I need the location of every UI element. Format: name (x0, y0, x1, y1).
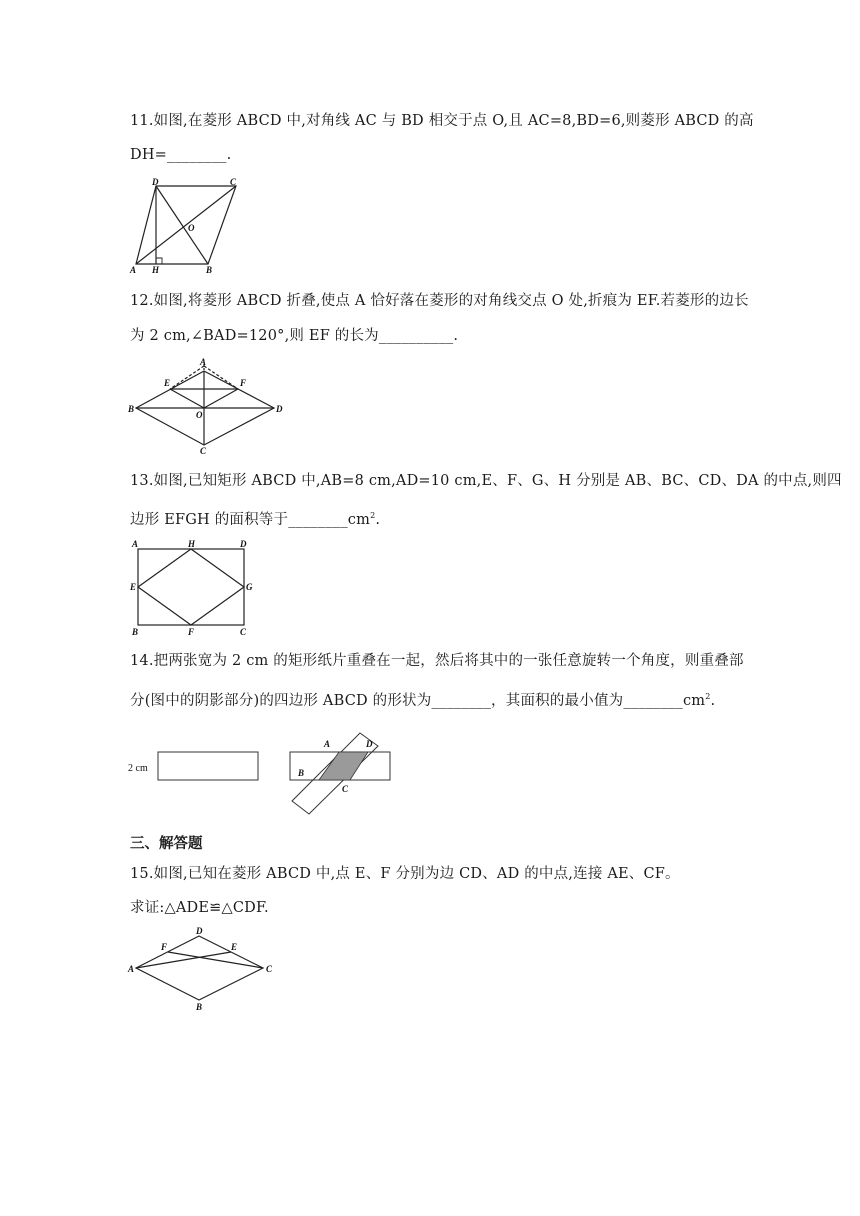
q13-figure (128, 540, 258, 638)
q15-figure (128, 926, 278, 1016)
q15-label-b: B (196, 1002, 203, 1012)
section-heading: 三、解答题 (130, 836, 203, 852)
q14-figure (128, 724, 398, 824)
q15-label-a: A (128, 964, 135, 974)
q14-width-label: 2 cm (128, 763, 148, 774)
q13-label-h: H (188, 539, 196, 549)
q11-figure (128, 178, 248, 274)
q13-label-c: C (240, 627, 247, 637)
q14-label-a: A (324, 739, 331, 749)
q15-text-line1: 15.如图,已知在菱形 ABCD 中,点 E、F 分别为边 CD、AD 的中点,连接 AE、CF。 (130, 866, 680, 882)
q13-label-f: F (188, 627, 195, 637)
q14-text-line2 (130, 687, 715, 711)
q13-text-line1: 13.如图,已知矩形 ABCD 中,AB=8 cm,AD=10 cm,E、F、G、H 分别是 AB、BC、CD、DA 的中点,则四 (130, 473, 842, 489)
q14-unit-exponent: 2 (705, 692, 711, 701)
q12-text-line2 (130, 326, 458, 346)
q14-label-d: D (366, 739, 373, 749)
q12-label-d: D (276, 404, 283, 414)
q12-label-e: E (164, 378, 171, 388)
q15-label-d: D (196, 926, 203, 936)
q12-label-b: B (128, 404, 135, 414)
q12-figure (128, 356, 288, 456)
q13-text-line2 (130, 506, 380, 530)
q12-label-f: F (240, 378, 247, 388)
q11-label-a: A (130, 265, 137, 275)
q12-label-a: A (200, 357, 207, 367)
q13-text-line2-pre: 边形 EFGH 的面积等于________cm (130, 511, 371, 528)
q12-answer-blank: __________ (378, 328, 454, 344)
q14-text-line2-pre: 分(图中的阴影部分)的四边形 ABCD 的形状为________，其面积的最小值为________cm (130, 692, 706, 709)
q15-label-f: F (161, 942, 168, 952)
q11-label-c: C (230, 177, 237, 187)
q12-text-line2-post: . (453, 328, 459, 344)
q11-label-b: B (206, 265, 213, 275)
q12-label-o: O (196, 410, 203, 420)
q12-text-line2-pre: 为 2 cm,∠BAD=120°,则 EF 的长为 (130, 328, 379, 344)
q11-text-line2: DH=________. (130, 147, 232, 163)
q11-text-line1: 11.如图,在菱形 ABCD 中,对角线 AC 与 BD 相交于点 O,且 AC=8,BD=6,则菱形 ABCD 的高 (130, 113, 754, 129)
q14-text-line1: 14.把两张宽为 2 cm 的矩形纸片重叠在一起，然后将其中的一张任意旋转一个角度，则重叠部 (130, 653, 744, 669)
q13-label-e: E (130, 582, 137, 592)
q15-text-line2: 求证:△ADE≌△CDF. (130, 900, 269, 916)
q13-label-a: A (132, 539, 139, 549)
q13-label-d: D (240, 539, 247, 549)
q13-label-g: G (246, 582, 253, 592)
q13-text-line2-post: . (375, 511, 381, 528)
q15-label-e: E (231, 942, 238, 952)
q12-label-c: C (200, 446, 207, 456)
q11-label-h: H (152, 265, 160, 275)
q14-text-line2-post: . (710, 692, 716, 709)
q11-label-d: D (152, 177, 159, 187)
q14-label-c: C (342, 784, 349, 794)
q14-label-b: B (298, 768, 305, 778)
q13-label-b: B (132, 627, 139, 637)
q13-unit-exponent: 2 (370, 511, 376, 520)
q12-text-line1: 12.如图,将菱形 ABCD 折叠,使点 A 恰好落在菱形的对角线交点 O 处,折痕为 EF.若菱形的边长 (130, 293, 749, 309)
q11-label-o: O (188, 223, 195, 233)
q15-label-c: C (266, 964, 273, 974)
